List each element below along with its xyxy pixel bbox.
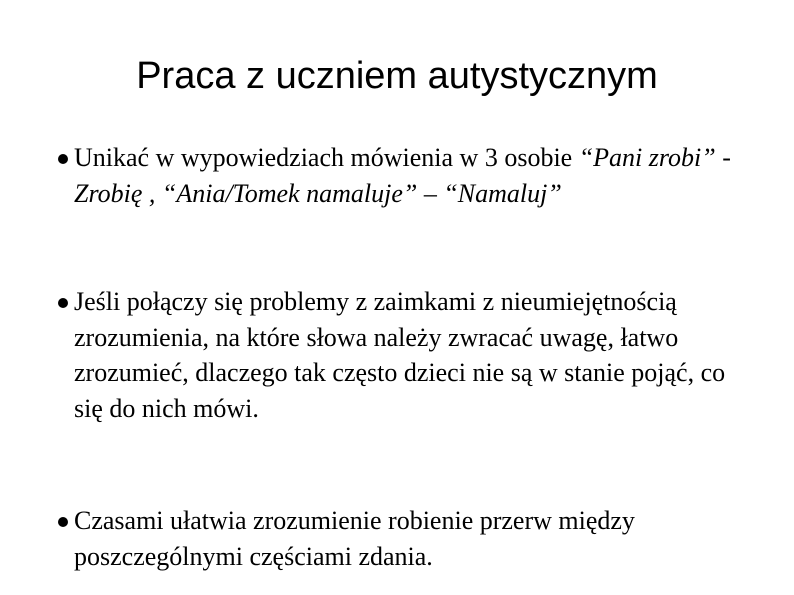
bullet-text: Jeśli połączy się problemy z zaimkami z nieumiejętnością zrozumienia, na które słowa należy zwracać uwagę, łatwo zrozumieć, dlaczego tak często dzieci nie są w stanie pojąć, co się do nich mówi. [74,287,726,423]
bullet-text-regular: Unikać w wypowiedziach mówienia w 3 osobie [74,143,579,172]
bullet-dot-icon [58,517,68,527]
slide-title: Praca z uczniem autystycznym [136,55,658,97]
bullet-item-pronoun-problems [58,284,758,426]
bullet-dot-icon [58,298,68,308]
bullet-text [74,140,758,211]
bullet-text: Czasami ułatwia zrozumienie robienie przerw między poszczególnymi częściami zdania. [74,506,635,571]
bullet-dot-icon [58,154,68,164]
bullet-item-avoid-third-person [58,140,758,211]
bullet-text-italic-examples: “Pani zrobi” - Zrobię , “Ania/Tomek namaluje” – “Namaluj” [74,143,731,208]
bullet-item-pauses [58,503,758,574]
